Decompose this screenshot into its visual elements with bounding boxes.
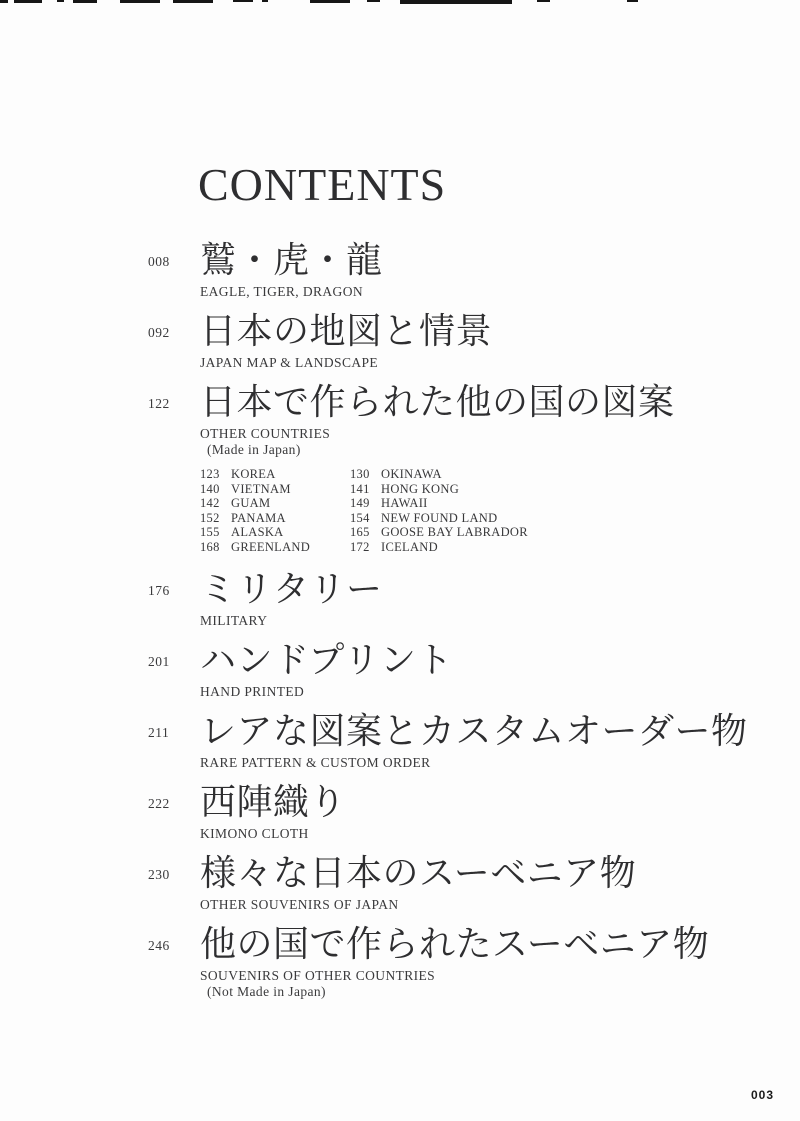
toc-entry: [148, 923, 708, 1000]
entry-body: [200, 639, 708, 700]
entry-subtitle-english: RARE PATTERN & CUSTOM ORDER: [200, 754, 431, 770]
scan-dash: [173, 0, 213, 3]
sublist-page-number: 154: [350, 510, 370, 525]
entry-page-number: 211: [148, 724, 170, 740]
sublist-label: HAWAII: [381, 496, 428, 511]
scan-dash: [73, 0, 97, 3]
entry-title-japanese: 他の国で作られたスーベニア物: [200, 923, 710, 964]
entry-subtitle-english: KIMONO CLOTH: [200, 825, 309, 841]
entry-title-japanese: 鷲・虎・龍: [200, 240, 383, 280]
table-of-contents: [148, 239, 748, 1010]
sublist-page-number: 140: [200, 481, 220, 496]
toc-entry: [148, 239, 708, 300]
sublist-page-number: 141: [350, 481, 370, 496]
entry-page-number: 176: [148, 582, 170, 598]
sublist-label: PANAMA: [231, 510, 286, 525]
sublist-label: GREENLAND: [231, 539, 311, 554]
sublist-item: [200, 540, 350, 555]
sublist-page-number: 142: [200, 496, 220, 511]
entry-subtitle-english: EAGLE, TIGER, DRAGON: [200, 284, 363, 299]
entry-page-number: 246: [148, 937, 170, 953]
entry-title-japanese: 日本で作られた他の国の図案: [200, 382, 675, 422]
entry-subtitle-english: SOUVENIRS OF OTHER COUNTRIES: [200, 967, 436, 983]
scan-dash: [0, 0, 8, 3]
scan-dash: [14, 0, 42, 3]
toc-entry: [148, 781, 708, 842]
entry-note: (Made in Japan): [207, 442, 301, 457]
sublist-item: [350, 540, 580, 555]
sublist-page-number: 130: [350, 467, 370, 481]
entry-title-japanese: 様々な日本のスーベニア物: [200, 852, 637, 893]
sublist-item: [200, 511, 350, 526]
entry-title-japanese: レアな図案とカスタムオーダー物: [200, 710, 748, 751]
entry-page-number: 230: [148, 866, 170, 882]
entry-title-japanese: 西陣織り: [200, 781, 347, 822]
toc-entry: [148, 710, 748, 771]
entry-subtitle-english: OTHER COUNTRIES: [200, 426, 331, 441]
entry-sublist: [200, 467, 708, 555]
entry-body: [200, 310, 708, 371]
entry-subtitle-english: JAPAN MAP & LANDSCAPE: [200, 355, 379, 370]
toc-entry: [148, 568, 708, 629]
sublist-column: [350, 467, 580, 555]
entry-body: [200, 852, 708, 913]
scan-edge-artifact: [0, 0, 800, 5]
scan-dash: [310, 0, 350, 3]
sublist-item: [350, 511, 580, 526]
entry-note: (Not Made in Japan): [207, 983, 326, 999]
entry-title-japanese: ミリタリー: [200, 568, 383, 609]
sublist-label: HONG KONG: [381, 481, 460, 496]
entry-title-japanese: 日本の地図と情景: [200, 311, 493, 351]
sublist-page-number: 168: [200, 539, 220, 554]
sublist-label: KOREA: [231, 467, 276, 481]
scan-dash: [627, 0, 638, 2]
sublist-page-number: 152: [200, 510, 220, 525]
scan-dash: [120, 0, 160, 3]
sublist-item: [200, 496, 350, 511]
sublist-page-number: 123: [200, 467, 220, 481]
sublist-item: [350, 496, 580, 511]
sublist-label: ICELAND: [381, 539, 438, 554]
entry-page-number: 092: [148, 325, 170, 340]
toc-entry: [148, 852, 708, 913]
scan-dash: [57, 0, 64, 2]
toc-entry: [148, 310, 708, 371]
sublist-page-number: 172: [350, 539, 370, 554]
entry-body: [200, 381, 708, 558]
entry-page-number: 201: [148, 653, 170, 669]
page-title: CONTENTS: [198, 159, 447, 210]
entry-body: [200, 239, 708, 300]
entry-subtitle-english: OTHER SOUVENIRS OF JAPAN: [200, 896, 399, 912]
scan-dash: [367, 0, 380, 2]
toc-entry: [148, 639, 708, 700]
entry-subtitle-english: MILITARY: [200, 612, 268, 628]
sublist-item: [350, 467, 580, 482]
scan-dash: [400, 0, 512, 4]
entry-body: [200, 923, 709, 1000]
sublist-label: NEW FOUND LAND: [381, 510, 498, 525]
scan-dash: [262, 0, 268, 2]
sublist-item: [200, 525, 350, 540]
sublist-label: ALASKA: [231, 525, 284, 540]
sublist-label: GUAM: [231, 496, 271, 511]
entry-title-japanese: ハンドプリント: [200, 639, 453, 680]
sublist-column: [200, 467, 350, 555]
entry-subtitle-english: HAND PRINTED: [200, 683, 305, 699]
sublist-item: [350, 525, 580, 540]
sublist-item: [200, 482, 350, 497]
entry-body: [200, 781, 708, 842]
sublist-item: [350, 482, 580, 497]
entry-page-number: 222: [148, 795, 170, 811]
scan-dash: [537, 0, 550, 2]
sublist-page-number: 149: [350, 496, 370, 511]
entry-body: [200, 710, 748, 771]
sublist-label: OKINAWA: [381, 467, 442, 481]
sublist-label: VIETNAM: [231, 481, 291, 496]
sublist-item: [200, 467, 350, 482]
entry-page-number: 122: [148, 396, 170, 411]
entry-page-number: 008: [148, 254, 170, 269]
sublist-page-number: 165: [350, 525, 370, 540]
sublist-label: GOOSE BAY LABRADOR: [381, 525, 528, 540]
sublist-page-number: 155: [200, 525, 220, 540]
page-number: 003: [750, 1088, 774, 1102]
toc-entry: [148, 381, 708, 558]
scan-dash: [233, 0, 253, 2]
entry-body: [200, 568, 708, 629]
